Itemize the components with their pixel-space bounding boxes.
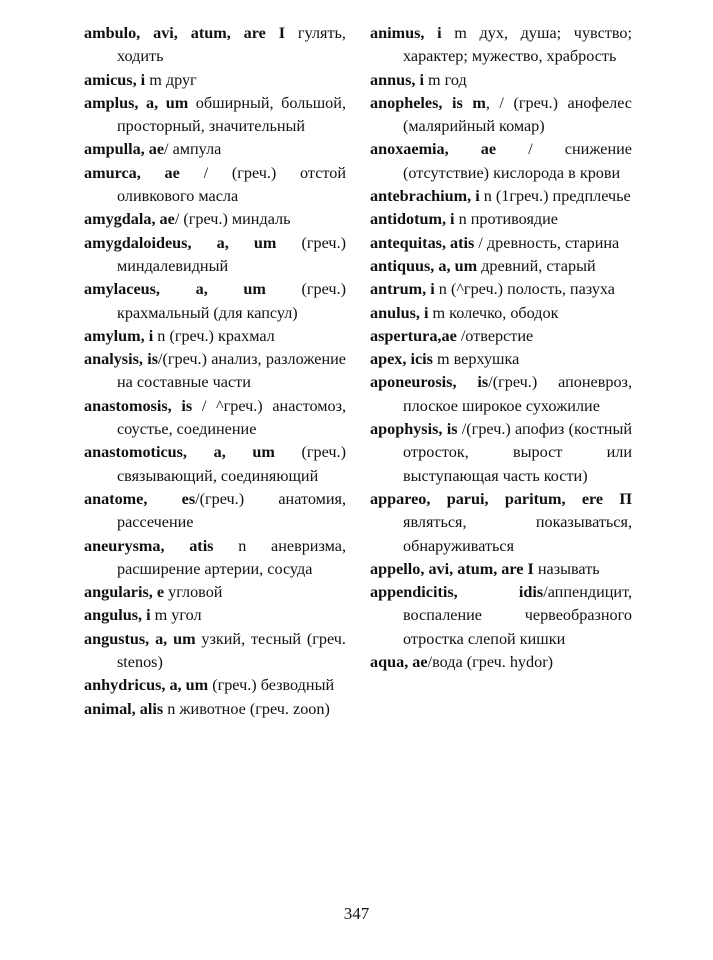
headword: anopheles, is m xyxy=(370,93,486,112)
headword: amylaceus, a, um xyxy=(84,280,266,299)
dictionary-entry xyxy=(84,278,346,325)
headword: anulus, i xyxy=(370,303,429,322)
definition: n (1греч.) предплечье xyxy=(479,187,631,206)
definition: m друг xyxy=(145,70,197,89)
definition: (греч.) безводный xyxy=(208,676,335,695)
headword: anatome, es xyxy=(84,489,196,508)
dictionary-entry xyxy=(84,208,346,231)
definition: , / (греч.) анофелес (малярийный комар) xyxy=(403,93,632,136)
dictionary-entry xyxy=(84,348,346,395)
dictionary-entry xyxy=(370,581,632,651)
headword: angustus, a, um xyxy=(84,629,196,648)
definition: n (греч.) крахмал xyxy=(153,326,275,345)
headword: anoxaemia, ae xyxy=(370,140,497,159)
definition: / древность, старина xyxy=(474,233,620,252)
definition: / ^греч.) анастомоз, соустье, соединение xyxy=(117,396,347,439)
headword: aponeurosis, is xyxy=(370,373,489,392)
headword: anhydricus, a, um xyxy=(84,676,209,695)
dictionary-entry xyxy=(84,395,346,442)
headword: anastomoticus, a, um xyxy=(84,443,275,462)
definition: n аневризма, расширение артерии, сосуда xyxy=(117,536,346,578)
left-column xyxy=(84,22,346,721)
page-number: 347 xyxy=(343,904,370,923)
dictionary-entry xyxy=(370,92,632,139)
definition: являться, показываться, обнаруживаться xyxy=(403,513,632,555)
dictionary-entry xyxy=(84,698,346,721)
dictionary-entry xyxy=(370,488,632,558)
dictionary-entry xyxy=(370,208,632,231)
dictionary-entry xyxy=(84,69,346,92)
dictionary-entry xyxy=(84,581,346,604)
dictionary-entry xyxy=(370,138,632,185)
headword: antrum, i xyxy=(370,280,435,299)
dictionary-entry xyxy=(84,628,346,675)
headword: animus, i xyxy=(370,24,442,42)
headword: apex, icis xyxy=(370,350,433,369)
definition: /отверстие xyxy=(456,326,534,345)
definition: / (греч.) отстой оливкового масла xyxy=(117,163,347,206)
definition: /(греч.) апоневроз, плоское широкое сухожилие xyxy=(403,373,632,415)
definition: / снижение (отсутствие) кислорода в крови xyxy=(403,140,632,182)
definition: /аппендицит, воспаление червеобразного отростка слепой кишки xyxy=(403,583,632,648)
headword: amygdala, ae xyxy=(84,210,175,229)
headword: ambulo, avi, atum, are I xyxy=(84,24,286,42)
dictionary-entry xyxy=(370,325,632,348)
dictionary-entry xyxy=(84,22,346,69)
dictionary-entry xyxy=(84,441,346,488)
definition: древний, старый xyxy=(477,256,596,275)
definition: гулять, ходить xyxy=(117,24,346,66)
definition: / (греч.) миндаль xyxy=(174,210,291,229)
headword: aneurysma, atis xyxy=(84,536,214,555)
dictionary-entry xyxy=(370,22,632,69)
dictionary-entry xyxy=(84,162,346,209)
dictionary-entry xyxy=(84,488,346,535)
definition: / ампула xyxy=(164,140,222,159)
definition: m колечко, ободок xyxy=(428,303,559,322)
headword: animal, alis xyxy=(84,699,164,718)
headword: analysis, is xyxy=(84,350,158,369)
headword: amicus, i xyxy=(84,70,146,89)
headword: amygdaloideus, a, um xyxy=(84,233,277,252)
headword: appareo, parui, paritum, ere П xyxy=(370,489,632,508)
definition: (греч.) крахмальный (для капсул) xyxy=(117,280,347,322)
dictionary-entry xyxy=(84,325,346,348)
dictionary-entry xyxy=(370,232,632,255)
headword: aspertura,ae xyxy=(370,326,457,345)
dictionary-entry xyxy=(370,418,632,488)
headword: annus, i xyxy=(370,70,424,89)
dictionary-entry xyxy=(84,535,346,582)
definition: m угол xyxy=(150,606,202,625)
dictionary-entry xyxy=(370,185,632,208)
dictionary-entry xyxy=(84,138,346,161)
headword: ampulla, ae xyxy=(84,140,165,159)
definition: /(греч.) апофиз (костный отросток, вырост или выступающая часть кости) xyxy=(403,420,632,485)
headword: antiquus, a, um xyxy=(370,256,478,275)
dictionary-entry xyxy=(370,278,632,301)
dictionary-entry xyxy=(84,92,346,139)
definition: m год xyxy=(424,70,467,89)
dictionary-entry xyxy=(84,232,346,279)
headword: appendicitis, idis xyxy=(370,583,544,602)
headword: amylum, i xyxy=(84,326,154,345)
dictionary-entry xyxy=(370,348,632,371)
definition: n (^греч.) полость, пазуха xyxy=(434,280,615,299)
dictionary-entry xyxy=(370,69,632,92)
dictionary-entry xyxy=(370,255,632,278)
definition: называть xyxy=(533,559,600,578)
dictionary-entry xyxy=(370,302,632,325)
definition: /(греч.) анатомия, рассечение xyxy=(117,489,347,532)
definition: /(греч.) анализ, разложение на составные части xyxy=(117,350,346,392)
dictionary-entry xyxy=(370,651,632,674)
dictionary-entry xyxy=(84,674,346,697)
dictionary-entry xyxy=(84,604,346,627)
right-column xyxy=(370,22,632,674)
headword: appello, avi, atum, are I xyxy=(370,559,534,578)
definition: n животное (греч. zoon) xyxy=(163,699,330,718)
definition: m дух, душа; чувство; характер; мужество, храбрость xyxy=(403,24,632,66)
definition: угловой xyxy=(164,583,223,602)
definition: обширный, большой, просторный, значительный xyxy=(117,93,346,136)
headword: amurca, ae xyxy=(84,163,180,182)
headword: apophysis, is xyxy=(370,420,458,439)
headword: aqua, ae xyxy=(370,653,428,672)
headword: antidotum, i xyxy=(370,210,455,229)
headword: angularis, e xyxy=(84,583,165,602)
dictionary-entry xyxy=(370,558,632,581)
definition: /вода (греч. hydor) xyxy=(427,653,553,672)
dictionary-entry xyxy=(370,371,632,418)
headword: antequitas, atis xyxy=(370,233,475,252)
headword: amplus, a, um xyxy=(84,93,189,112)
definition: узкий, тесный (греч. stenos) xyxy=(117,629,346,672)
definition: m верхушка xyxy=(432,350,520,369)
definition: n противоядие xyxy=(454,210,558,229)
definition: (греч.) миндалевидный xyxy=(117,233,347,275)
headword: antebrachium, i xyxy=(370,187,480,206)
definition: (греч.) связывающий, соединяющий xyxy=(117,443,346,485)
headword: anastomosis, is xyxy=(84,396,193,415)
headword: angulus, i xyxy=(84,606,151,625)
